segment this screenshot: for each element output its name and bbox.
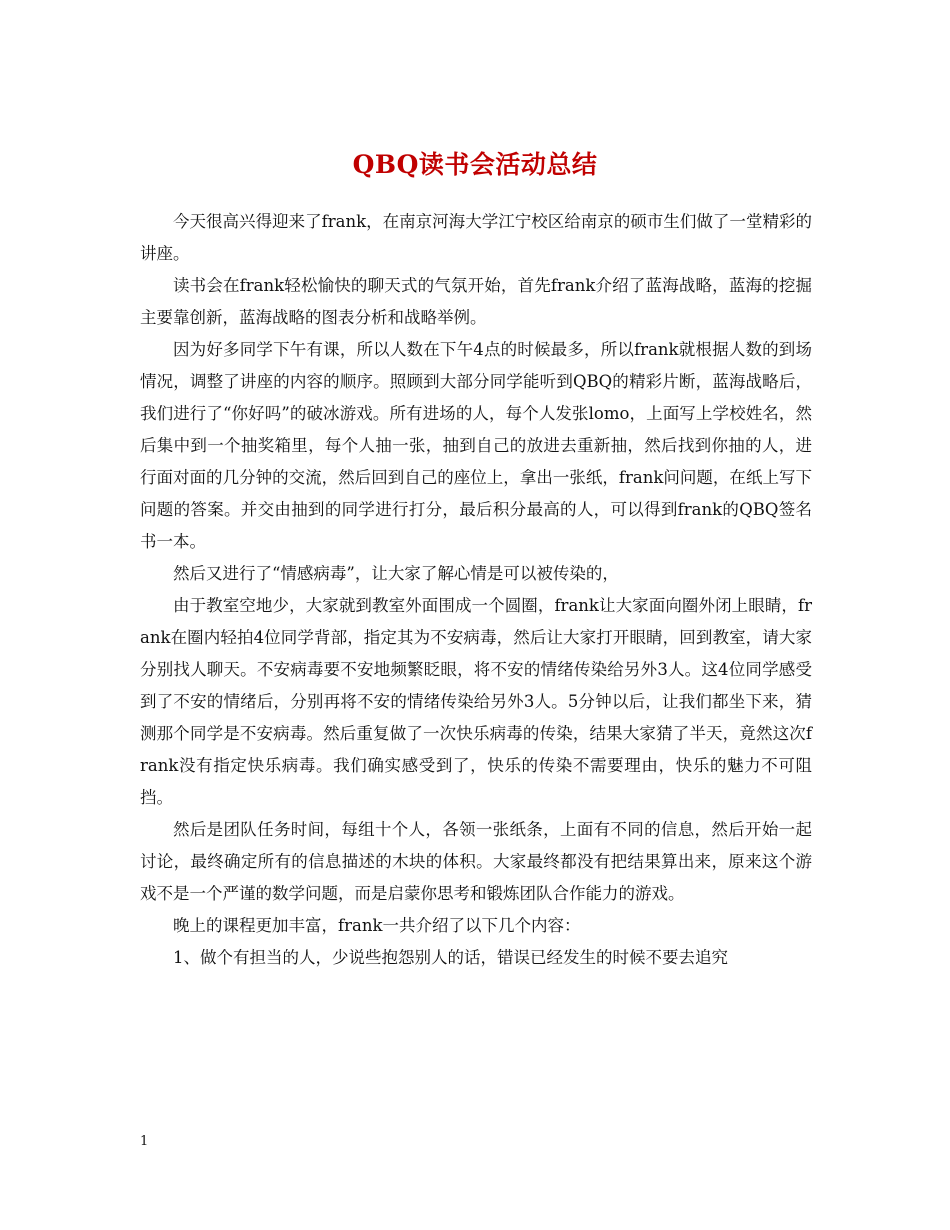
page-number: 1 [140,1134,149,1149]
paragraph-5: 由于教室空地少，大家就到教室外面围成一个圆圈，frank让大家面向圈外闭上眼睛，frank在圈内轻拍4位同学背部，指定其为不安病毒，然后让大家打开眼睛，回到教室，请大家分别找人聊天。不安病毒要不安地频繁眨眼，将不安的情绪传染给另外3人。这4位同学感受到了不安的情绪后，分别再将不安的情绪传染给另外3人。5分钟以后，让我们都坐下来，猜测那个同学是不安病毒。然后重复做了一次快乐病毒的传染，结果大家猜了半天，竟然这次frank没有指定快乐病毒。我们确实感受到了，快乐的传染不需要理由，快乐的魅力不可阻挡。 [140,596,812,807]
paragraph-1: 今天很高兴得迎来了frank，在南京河海大学江宁校区给南京的硕市生们做了一堂精彩的讲座。 [140,212,812,263]
paragraph-4: 然后又进行了“情感病毒”，让大家了解心情是可以被传染的， [173,564,619,583]
paragraph-3: 因为好多同学下午有课，所以人数在下午4点的时候最多，所以frank就根据人数的到场情况，调整了讲座的内容的顺序。照顾到大部分同学能听到QBQ的精彩片断，蓝海战略后，我们进行了“你好吗”的破冰游戏。所有进场的人，每个人发张lomo，上面写上学校姓名，然后集中到一个抽奖箱里，每个人抽一张，抽到自己的放进去重新抽，然后找到你抽的人，进行面对面的几分钟的交流，然后回到自己的座位上，拿出一张纸，frank问问题，在纸上写下问题的答案。并交由抽到的同学进行打分，最后积分最高的人，可以得到frank的QBQ签名书一本。 [140,340,812,551]
document-body [140,206,812,974]
document-title: QBQ读书会活动总结 [352,149,598,179]
paragraph-8: 1、做个有担当的人，少说些抱怨别人的话，错误已经发生的时候不要去追究 [173,948,728,967]
paragraph-2: 读书会在frank轻松愉快的聊天式的气氛开始，首先frank介绍了蓝海战略，蓝海的挖掘主要靠创新，蓝海战略的图表分析和战略举例。 [140,276,812,327]
paragraph-6: 然后是团队任务时间，每组十个人，各领一张纸条，上面有不同的信息，然后开始一起讨论，最终确定所有的信息描述的木块的体积。大家最终都没有把结果算出来，原来这个游戏不是一个严谨的数学问题，而是启蒙你思考和锻炼团队合作能力的游戏。 [140,820,812,903]
paragraph-7: 晚上的课程更加丰富，frank一共介绍了以下几个内容： [173,916,581,935]
